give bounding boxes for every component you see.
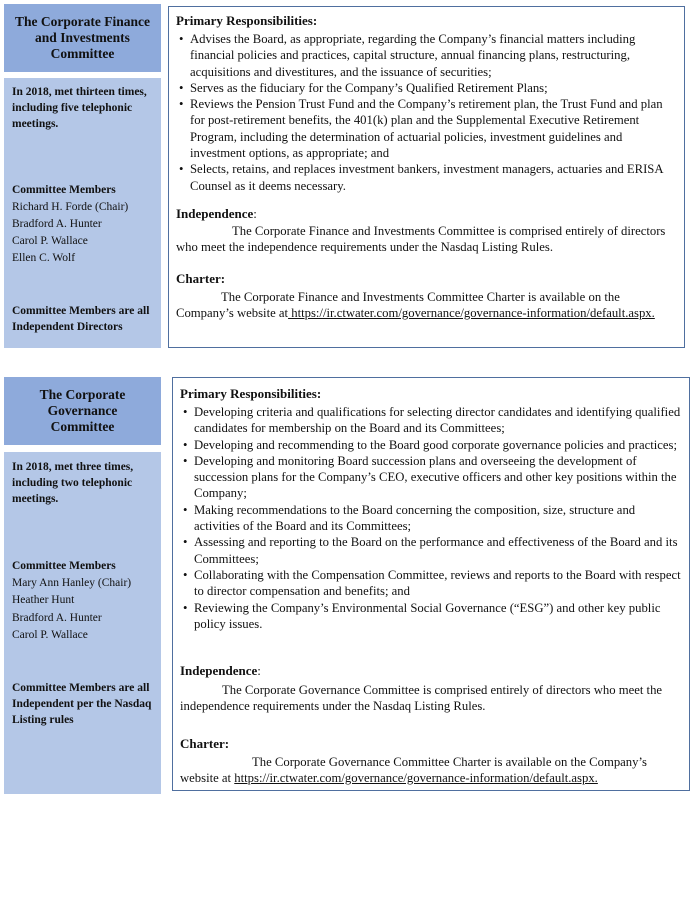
members-heading: Committee Members: [12, 560, 116, 572]
list-item: • Developing and recommending to the Board good corporate governance policies and practices;: [182, 437, 684, 453]
list-item: • Reviews the Pension Trust Fund and the Company’s retirement plan, the Trust Fund and plan for post-retirement benefits, the 401(k) plan and the Supplemental Executive Retirement Program, including the determination of actuarial policies, investment guidelines and investment options, as appropriate; and: [178, 96, 678, 161]
charter-heading: Charter:: [180, 736, 230, 751]
independent-note: Committee Members are all Independent per the Nasdaq Listing rules: [12, 682, 152, 726]
responsibilities-list: [178, 31, 678, 194]
list-item: • Developing and monitoring Board succession plans and overseeing the development of succession plans for the Company’s CEO, executive officers and other key positions within the Company;: [182, 453, 684, 502]
independent-note: Committee Members are all Independent Directors: [12, 305, 150, 333]
list-item: • Selects, retains, and replaces investment bankers, investment managers, actuaries and ERISA Counsel as it deems necessary.: [178, 161, 678, 194]
responsibilities-heading: Primary Responsibilities:: [176, 13, 318, 28]
charter-heading: Charter:: [176, 271, 226, 286]
member-name: Bradford A. Hunter: [12, 612, 102, 624]
list-item: • Developing criteria and qualifications for selecting director candidates and identifying qualified candidates for membership on the Board and its Committees;: [182, 404, 684, 437]
member-name: Heather Hunt: [12, 594, 75, 606]
member-name: Bradford A. Hunter: [12, 218, 102, 230]
list-item: • Making recommendations to the Board concerning the composition, size, structure and activities of the Board and its Committees;: [182, 502, 684, 535]
governance-committee-title: [4, 377, 161, 445]
list-item: • Serves as the fiduciary for the Company’s Qualified Retirement Plans;: [178, 80, 678, 96]
committee-title-text: The Corporate Governance Committee: [39, 387, 126, 434]
governance-committee-details: [172, 377, 690, 791]
meetings-summary: In 2018, met thirteen times, including five telephonic meetings.: [12, 86, 147, 130]
list-item: • Reviewing the Company’s Environmental Social Governance (“ESG”) and other key public policy issues.: [182, 600, 684, 633]
list-item: • Collaborating with the Compensation Committee, reviews and reports to the Board with respect to director compensation and benefits; and: [182, 567, 684, 600]
committee-title-text: The Corporate Finance and Investments Committee: [15, 14, 150, 61]
independence-text: The Corporate Governance Committee is comprised entirely of directors who meet the independence requirements under the Nasdaq Listing Rules.: [180, 683, 663, 714]
finance-committee-details: [168, 6, 685, 348]
charter-paragraph: [180, 754, 682, 787]
charter-link[interactable]: https://ir.ctwater.com/governance/governance-information/default.aspx.: [288, 306, 655, 321]
responsibilities-heading: Primary Responsibilities:: [180, 386, 322, 401]
charter-link[interactable]: https://ir.ctwater.com/governance/governance-information/default.aspx.: [234, 771, 598, 786]
independence-text: The Corporate Finance and Investments Committee is comprised entirely of directors who meet the independence requirements under the Nasdaq Listing Rules.: [176, 224, 666, 255]
charter-text: The Corporate Governance Committee Charter is available on the Company’s website at: [180, 755, 647, 786]
finance-committee-sidebar: [4, 78, 161, 348]
independence-heading: Independence:: [176, 206, 257, 221]
member-name: Richard H. Forde (Chair): [12, 201, 129, 213]
charter-text: The Corporate Finance and Investments Committee Charter is available on the Company’s website at: [176, 290, 620, 321]
member-name: Carol P. Wallace: [12, 235, 88, 247]
member-name: Ellen C. Wolf: [12, 252, 76, 264]
responsibilities-list: [182, 404, 684, 632]
governance-committee-sidebar: [4, 452, 161, 794]
members-heading: Committee Members: [12, 184, 116, 196]
list-item: • Advises the Board, as appropriate, regarding the Company’s financial matters including financial policies and practices, capital structure, annual financing plans, restructuring, acquisitions and divestitures, and the issuance of securities;: [178, 31, 678, 80]
list-item: • Assessing and reporting to the Board on the performance and effectiveness of the Board and its Committees;: [182, 534, 684, 567]
member-name: Mary Ann Hanley (Chair): [12, 577, 132, 589]
meetings-summary: In 2018, met three times, including two telephonic meetings.: [12, 461, 134, 505]
independence-heading: Independence:: [180, 663, 261, 678]
charter-paragraph: [176, 289, 676, 322]
finance-committee-title: [4, 4, 161, 72]
member-name: Carol P. Wallace: [12, 629, 88, 641]
